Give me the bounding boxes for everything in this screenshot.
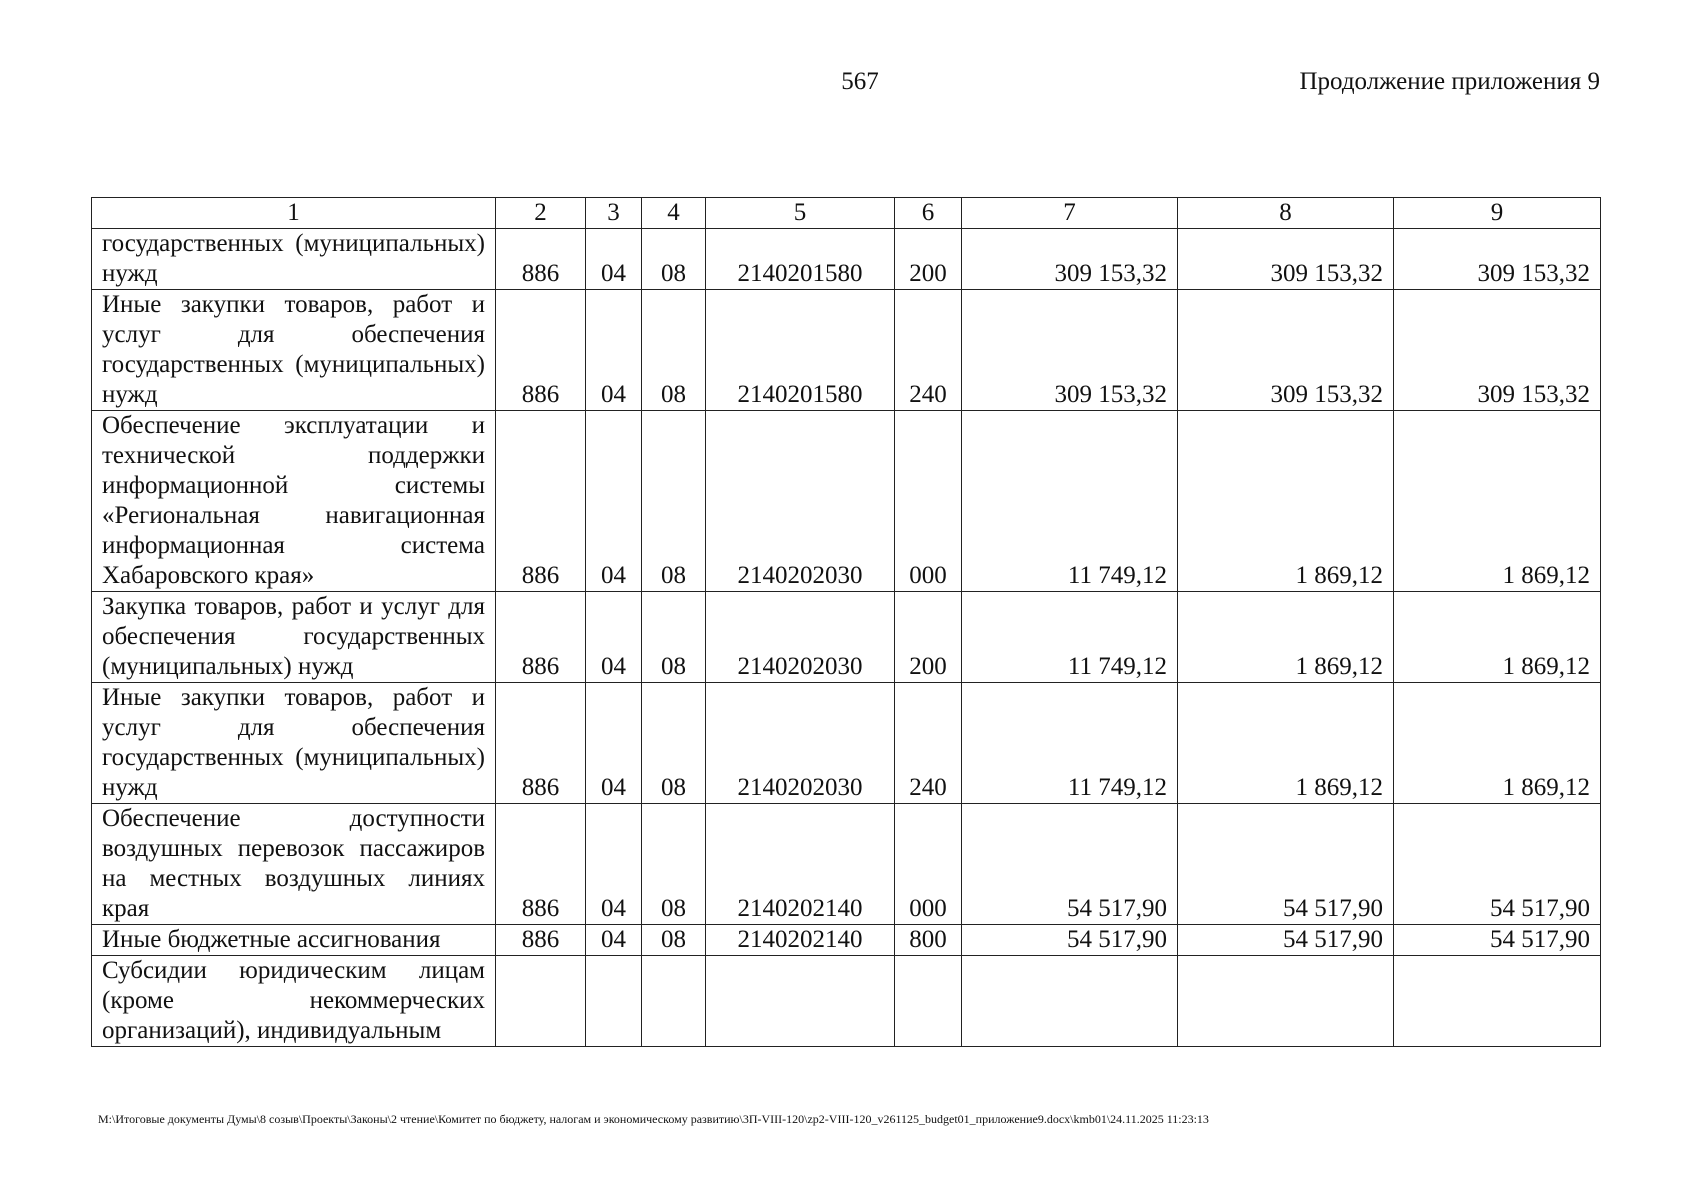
cell-col3: 04: [586, 411, 642, 592]
cell-col6: 240: [895, 290, 962, 411]
table-row: [92, 925, 1601, 956]
row-name: Иные закупки товаров, работ и услуг для обеспечения государственных (муниципальных) нужд: [92, 683, 496, 804]
cell-col3: 04: [586, 592, 642, 683]
table-row: [92, 411, 1601, 592]
cell-col3: 04: [586, 925, 642, 956]
cell-col6: 000: [895, 804, 962, 925]
cell-col8: 1 869,12: [1178, 411, 1394, 592]
cell-col8: 1 869,12: [1178, 592, 1394, 683]
table-header-row: [92, 198, 1601, 229]
cell-col7: 54 517,90: [962, 804, 1178, 925]
cell-col6: 200: [895, 229, 962, 290]
cell-col8: 309 153,32: [1178, 229, 1394, 290]
budget-table: [91, 197, 1601, 1047]
cell-col8: 54 517,90: [1178, 925, 1394, 956]
cell-col2: 886: [496, 804, 586, 925]
cell-col4: 08: [642, 683, 706, 804]
table-row: [92, 804, 1601, 925]
cell-col4: 08: [642, 925, 706, 956]
cell-col8: 54 517,90: [1178, 804, 1394, 925]
cell-col7: [962, 956, 1178, 1047]
cell-col2: 886: [496, 290, 586, 411]
cell-col4: 08: [642, 411, 706, 592]
column-header: 2: [496, 198, 586, 229]
cell-col7: 309 153,32: [962, 290, 1178, 411]
footer-file-path: M:\Итоговые документы Думы\8 созыв\Проекты\Законы\2 чтение\Комитет по бюджету, налогам и экономическому развитию\3П-VIII-120\zp2-VIII-120_v261125_budget01_приложение9.docx\kmb01\24.11.2025 11:23:13: [98, 1112, 1209, 1126]
cell-col6: 000: [895, 411, 962, 592]
cell-col8: [1178, 956, 1394, 1047]
cell-col5: 2140202140: [706, 925, 895, 956]
cell-col5: 2140202030: [706, 683, 895, 804]
column-header: 7: [962, 198, 1178, 229]
cell-col9: [1394, 956, 1601, 1047]
cell-col7: 309 153,32: [962, 229, 1178, 290]
cell-col2: 886: [496, 683, 586, 804]
row-name: Субсидии юридическим лицам (кроме некоммерческих организаций), индивидуальным: [92, 956, 496, 1047]
column-header: 6: [895, 198, 962, 229]
cell-col5: 2140201580: [706, 290, 895, 411]
row-name: государственных (муниципальных) нужд: [92, 229, 496, 290]
cell-col7: 54 517,90: [962, 925, 1178, 956]
cell-col4: [642, 956, 706, 1047]
cell-col6: 240: [895, 683, 962, 804]
cell-col7: 11 749,12: [962, 592, 1178, 683]
cell-col5: 2140202030: [706, 592, 895, 683]
cell-col9: 54 517,90: [1394, 925, 1601, 956]
cell-col4: 08: [642, 592, 706, 683]
cell-col8: 309 153,32: [1178, 290, 1394, 411]
table-row: [92, 956, 1601, 1047]
table-row: [92, 290, 1601, 411]
row-name: Иные бюджетные ассигнования: [92, 925, 496, 956]
cell-col3: 04: [586, 229, 642, 290]
cell-col9: 1 869,12: [1394, 411, 1601, 592]
cell-col4: 08: [642, 229, 706, 290]
cell-col9: 1 869,12: [1394, 683, 1601, 804]
column-header: 3: [586, 198, 642, 229]
cell-col9: 309 153,32: [1394, 229, 1601, 290]
cell-col4: 08: [642, 804, 706, 925]
cell-col5: 2140202140: [706, 804, 895, 925]
cell-col6: 800: [895, 925, 962, 956]
column-header: 8: [1178, 198, 1394, 229]
cell-col7: 11 749,12: [962, 683, 1178, 804]
row-name: Иные закупки товаров, работ и услуг для обеспечения государственных (муниципальных) нужд: [92, 290, 496, 411]
cell-col6: 200: [895, 592, 962, 683]
table-row: [92, 683, 1601, 804]
cell-col3: 04: [586, 683, 642, 804]
cell-col3: 04: [586, 290, 642, 411]
column-header: 4: [642, 198, 706, 229]
cell-col7: 11 749,12: [962, 411, 1178, 592]
page-number: 567: [841, 68, 879, 95]
column-header: 1: [92, 198, 496, 229]
table-row: [92, 592, 1601, 683]
cell-col8: 1 869,12: [1178, 683, 1394, 804]
appendix-title: Продолжение приложения 9: [1299, 68, 1600, 95]
row-name: Обеспечение доступности воздушных перевозок пассажиров на местных воздушных линиях края: [92, 804, 496, 925]
cell-col3: [586, 956, 642, 1047]
cell-col4: 08: [642, 290, 706, 411]
cell-col9: 1 869,12: [1394, 592, 1601, 683]
column-header: 5: [706, 198, 895, 229]
cell-col2: 886: [496, 592, 586, 683]
cell-col2: [496, 956, 586, 1047]
row-name: Обеспечение эксплуатации и технической поддержки информационной системы «Региональная навигационная информационная система Хабаровского края»: [92, 411, 496, 592]
cell-col5: 2140201580: [706, 229, 895, 290]
cell-col9: 309 153,32: [1394, 290, 1601, 411]
cell-col5: 2140202030: [706, 411, 895, 592]
cell-col2: 886: [496, 925, 586, 956]
column-header: 9: [1394, 198, 1601, 229]
cell-col9: 54 517,90: [1394, 804, 1601, 925]
cell-col3: 04: [586, 804, 642, 925]
table-row: [92, 229, 1601, 290]
row-name: Закупка товаров, работ и услуг для обеспечения государственных (муниципальных) нужд: [92, 592, 496, 683]
cell-col5: [706, 956, 895, 1047]
cell-col2: 886: [496, 229, 586, 290]
cell-col2: 886: [496, 411, 586, 592]
cell-col6: [895, 956, 962, 1047]
